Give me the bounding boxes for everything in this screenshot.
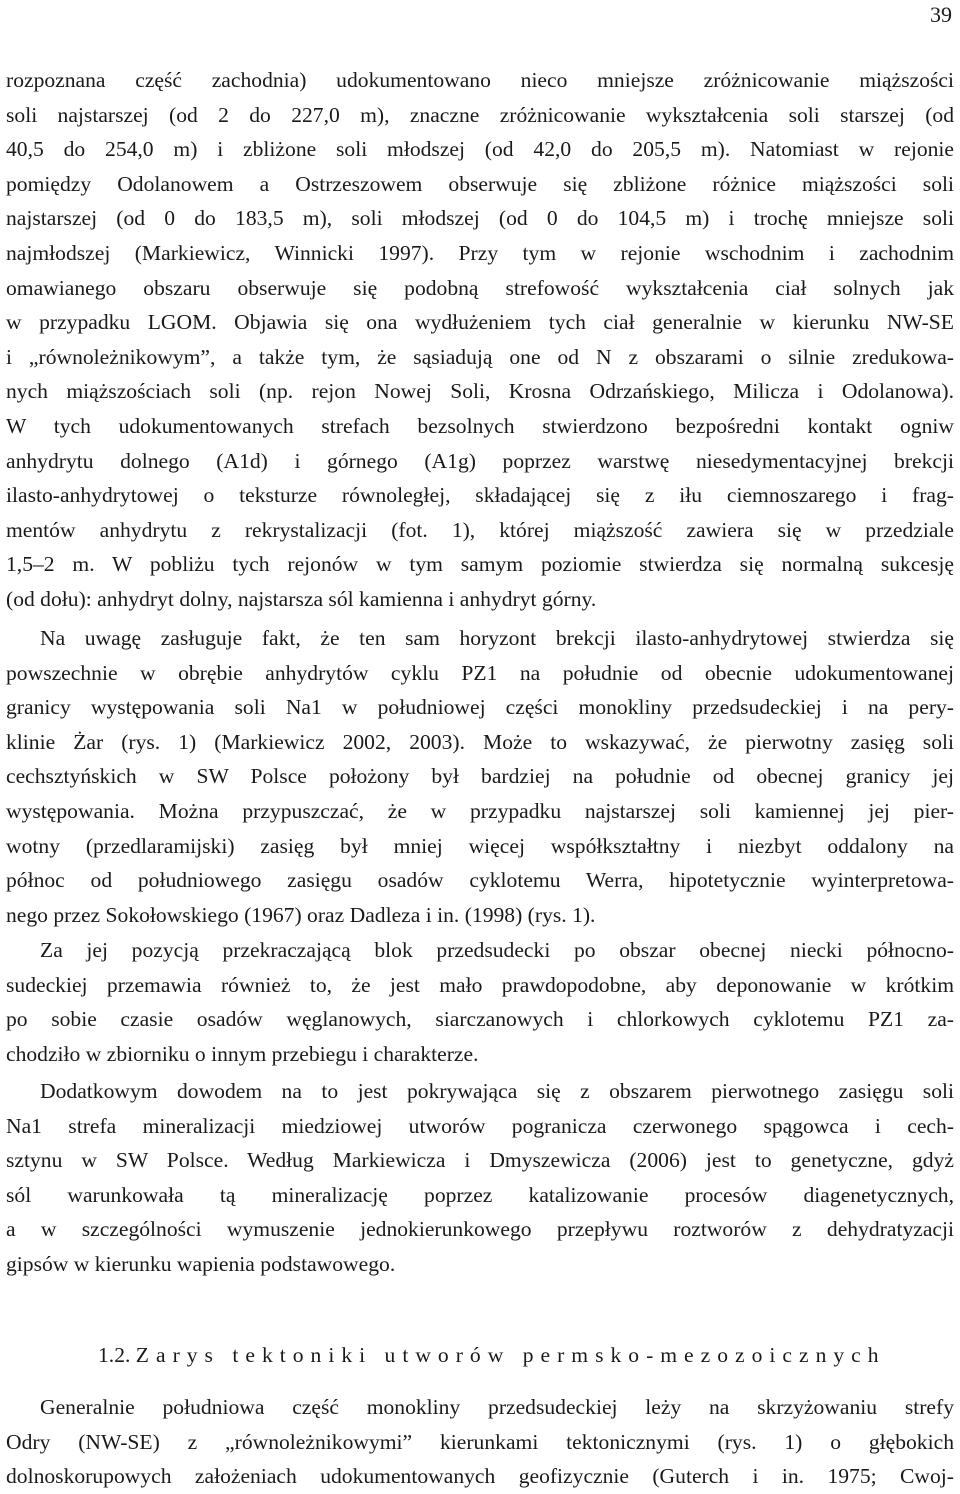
text-line: Generalnie południowa część monokliny przedsudeckiej leży na skrzyżowaniu strefy [40, 1395, 954, 1419]
text-line: W tych udokumentowanych strefach bezsolnych stwierdzono bezpośredni kontakt ogniw [6, 413, 954, 438]
text-line: najstarszej (od 0 do 183,5 m), soli młodszej (od 0 do 104,5 m) i trochę mniejsze soli [6, 206, 954, 231]
page-number: 39 [930, 2, 952, 27]
text-line: występowania. Można przypuszczać, że w przypadku najstarszej soli kamiennej jej pier- [6, 798, 954, 823]
text-line: (od dołu): anhydryt dolny, najstarsza sól kamienna i anhydryt górny. [6, 586, 597, 611]
text-line: w przypadku LGOM. Objawia się ona wydłużeniem tych ciał generalnie w kierunku NW-SE [6, 310, 954, 335]
text-line: sudeckiej przemawia również to, że jest mało prawdopodobne, aby deponowanie w krótkim [6, 972, 954, 997]
text-line: wotny (przedlaramijski) zasięg był mniej więcej współkształtny i niezbyt oddalony na [6, 833, 954, 858]
paragraph-2 [6, 621, 954, 932]
text-line: po sobie czasie osadów węglanowych, siarczanowych i chlorkowych cyklotemu PZ1 za- [6, 1007, 954, 1032]
text-line: a w szczególności wymuszenie jednokierunkowego przepływu roztworów z dehydratyzacji [6, 1217, 954, 1242]
text-line: omawianego obszaru obserwuje się podobną strefowość wykształcenia ciał solnych jak [6, 275, 954, 300]
text-line: chodziło w zbiorniku o innym przebiegu i charakterze. [6, 1041, 479, 1066]
text-line: mentów anhydrytu z rekrystalizacji (fot. 1), której miąższość zawiera się w przedziale [6, 517, 954, 542]
text-line: anhydrytu dolnego (A1d) i górnego (A1g) poprzez warstwę niesedymentacyjnej brekcji [6, 448, 954, 473]
text-line: powszechnie w obrębie anhydrytów cyklu PZ1 na południe od obecnie udokumentowanej [6, 660, 954, 685]
text-line: Na uwagę zasługuje fakt, że ten sam horyzont brekcji ilasto-anhydrytowej stwierdza się [40, 626, 954, 650]
text-line: sól warunkowała tą mineralizację poprzez katalizowanie procesów diagenetycznych, [6, 1182, 954, 1207]
text-line: najmłodszej (Markiewicz, Winnicki 1997). Przy tym w rejonie wschodnim i zachodnim [6, 240, 954, 265]
text-line: dolnoskorupowych założeniach udokumentowanych geofizycznie (Guterch i in. 1975; Cwoj- [6, 1464, 954, 1489]
text-line: gipsów w kierunku wapienia podstawowego. [6, 1251, 396, 1276]
text-line: Na1 strefa mineralizacji miedziowej utworów pogranicza czerwonego spągowca i cech- [6, 1113, 954, 1138]
text-line: Dodatkowym dowodem na to jest pokrywająca się z obszarem pierwotnego zasięgu soli [40, 1079, 954, 1103]
paragraph-1 [6, 63, 954, 617]
text-line: Za jej pozycją przekraczającą blok przedsudecki po obszar obecnej niecki północno- [40, 938, 954, 962]
text-line: cechsztyńskich w SW Polsce położony był bardziej na południe od obecnej granicy jej [6, 764, 954, 789]
paragraph-5 [6, 1390, 954, 1494]
text-line: granicy występowania soli Na1 w południowej części monokliny przedsudeckiej i na pery- [6, 695, 954, 720]
text-line: Odry (NW-SE) z „równoleżnikowymi” kierunkami tektonicznymi (rys. 1) o głębokich [6, 1429, 954, 1454]
text-line: klinie Żar (rys. 1) (Markiewicz 2002, 2003). Może to wskazywać, że pierwotny zasięg soli [6, 729, 954, 754]
text-line: sztynu w SW Polsce. Według Markiewicza i Dmyszewicza (2006) jest to genetyczne, gdyż [6, 1148, 954, 1173]
text-line: północ od południowego zasięgu osadów cyklotemu Werra, hipotetycznie wyinterpretowa- [6, 868, 954, 893]
section-number: 1.2. [98, 1343, 131, 1367]
text-line: pomiędzy Odolanowem a Ostrzeszowem obserwuje się zbliżone różnice miąższości soli [6, 171, 954, 196]
text-line: ilasto-anhydrytowej o teksturze równoległej, składającej się z iłu ciemnoszarego i frag- [6, 483, 954, 508]
paragraph-3 [6, 933, 954, 1071]
text-line: rozpoznana część zachodnia) udokumentowano nieco mniejsze zróżnicowanie miąższości [6, 68, 954, 92]
section-title: Zarys tektoniki utworów permsko-mezozoicznych [135, 1343, 886, 1367]
text-line: nego przez Sokołowskiego (1967) oraz Dadleza i in. (1998) (rys. 1). [6, 902, 596, 927]
section-heading [98, 1340, 886, 1370]
paragraph-4 [6, 1074, 954, 1282]
text-line: soli najstarszej (od 2 do 227,0 m), znaczne zróżnicowanie wykształcenia soli starszej (od [6, 102, 954, 127]
text-line: 1,5–2 m. W pobliżu tych rejonów w tym samym poziomie stwierdza się normalną sukcesję [6, 552, 954, 577]
text-line: 40,5 do 254,0 m) i zbliżone soli młodszej (od 42,0 do 205,5 m). Natomiast w rejonie [6, 137, 954, 162]
text-line: i „równoleżnikowym”, a także tym, że sąsiadują one od N z obszarami o silnie zredukowa- [6, 344, 954, 369]
text-line: nych miąższościach soli (np. rejon Nowej Soli, Krosna Odrzańskiego, Milicza i Odolanowa). [6, 379, 954, 404]
